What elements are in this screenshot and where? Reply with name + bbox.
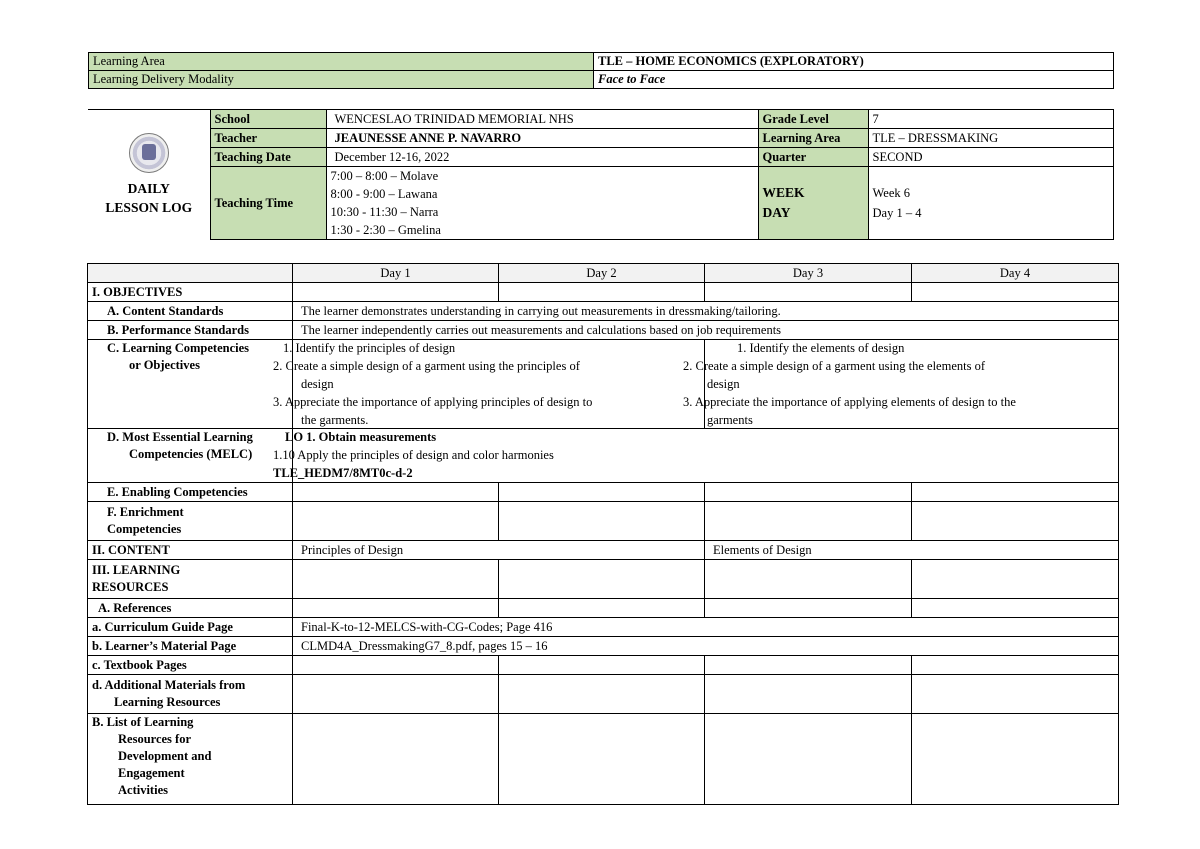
resources-line2: RESOURCES (92, 580, 169, 594)
school-label: School (210, 110, 326, 129)
date-label: Teaching Date (210, 148, 326, 167)
grade-label: Grade Level (758, 110, 868, 129)
list-line: Activities (118, 783, 168, 797)
schedule-line: 8:00 - 9:00 – Lawana (330, 187, 438, 201)
header-table (88, 52, 1114, 89)
melc-label-line2: Competencies (MELC) (129, 447, 253, 461)
enabling-label: E. Enabling Competencies (88, 483, 293, 502)
quarter-value: SECOND (868, 148, 1113, 167)
obj-text: 1. Identify the elements of design (737, 341, 905, 355)
teacher-label: Teacher (210, 129, 326, 148)
schedule-line: 1:30 - 2:30 – Gmelina (330, 223, 441, 237)
obj-num: 3. (273, 395, 283, 409)
obj-text: Appreciate the importance of applying elements of design to the (694, 395, 1016, 409)
time-label: Teaching Time (210, 167, 326, 240)
references-label: A. References (88, 599, 293, 618)
deped-seal-logo (129, 133, 169, 173)
melc-line: LO 1. Obtain measurements (285, 430, 437, 444)
obj-text: Appreciate the importance of applying principles of design to (284, 395, 593, 409)
dll-title-line1: DAILY (127, 180, 170, 196)
performance-standards-value: The learner independently carries out measurements and calculations based on job requirements (293, 321, 1119, 340)
grade-value: 7 (868, 110, 1113, 129)
enrichment-line1: F. Enrichment (107, 505, 184, 519)
objectives-day12 (273, 340, 705, 429)
cg-value: Final-K-to-12-MELCS-with-CG-Codes; Page 416 (293, 618, 1119, 637)
resources-line1: III. LEARNING (92, 563, 181, 577)
dll-title-line2: LESSON LOG (105, 199, 193, 215)
obj-num: 2. (273, 359, 283, 373)
quarter-label: Quarter (758, 148, 868, 167)
content-heading: II. CONTENT (88, 541, 293, 560)
content-day34: Elements of Design (705, 541, 1119, 560)
area-value: TLE – DRESSMAKING (868, 129, 1113, 148)
obj-text: design (301, 377, 334, 391)
competencies-label-line1: C. Learning Competencies (107, 341, 249, 355)
obj-text: Create a simple design of a garment using the principles of (285, 359, 580, 373)
learning-area-value: TLE – HOME ECONOMICS (EXPLORATORY) (594, 53, 1114, 71)
list-line: Resources for (118, 732, 192, 746)
resources-heading (88, 560, 293, 599)
list-resources-label (88, 714, 293, 805)
content-day12: Principles of Design (293, 541, 705, 560)
schedule-line: 10:30 - 11:30 – Narra (330, 205, 439, 219)
day-header: Day 2 (499, 264, 705, 283)
day-value: Day 1 – 4 (872, 206, 922, 220)
list-line: Development and (118, 749, 212, 763)
list-line: Engagement (118, 766, 185, 780)
date-value: December 12-16, 2022 (326, 148, 758, 167)
school-value: WENCESLAO TRINIDAD MEMORIAL NHS (326, 110, 758, 129)
day-label: DAY (762, 205, 791, 220)
teacher-value: JEAUNESSE ANNE P. NAVARRO (326, 129, 758, 148)
performance-standards-label: B. Performance Standards (88, 321, 293, 340)
additional-label (88, 675, 293, 714)
melc-line: TLE_HEDM7/8MT0c-d-2 (273, 466, 413, 480)
melc-value (273, 429, 1119, 483)
cg-label: a. Curriculum Guide Page (88, 618, 293, 637)
teaching-time-schedule (326, 167, 758, 240)
obj-text: Identify the principles of design (295, 341, 456, 355)
lesson-plan-table (87, 263, 1119, 805)
obj-text: the garments. (301, 413, 369, 427)
additional-line1: d. Additional Materials from (92, 678, 246, 692)
content-standards-value: The learner demonstrates understanding in carrying out measurements in dressmaking/tailoring. (293, 302, 1119, 321)
day-header: Day 3 (705, 264, 912, 283)
obj-num: 2. (683, 359, 693, 373)
objectives-heading: I. OBJECTIVES (88, 283, 293, 302)
competencies-label-line2: or Objectives (129, 358, 200, 372)
melc-line: 1.10 Apply the principles of design and color harmonies (273, 448, 554, 462)
textbook-label: c. Textbook Pages (88, 656, 293, 675)
list-line: B. List of Learning (92, 715, 194, 729)
modality-label: Learning Delivery Modality (89, 71, 594, 89)
week-value: Week 6 (872, 186, 911, 200)
week-day-label (758, 167, 868, 240)
learning-area-label: Learning Area (89, 53, 594, 71)
lm-label: b. Learner’s Material Page (88, 637, 293, 656)
lm-value: CLMD4A_DressmakingG7_8.pdf, pages 15 – 16 (293, 637, 1119, 656)
logo-cell (88, 110, 210, 240)
corner-cell (88, 264, 293, 283)
schedule-line: 7:00 – 8:00 – Molave (330, 169, 439, 183)
enrichment-label (88, 502, 293, 541)
melc-label (88, 429, 293, 483)
obj-num: 1. (283, 341, 293, 355)
competencies-label (88, 340, 293, 429)
week-day-value (868, 167, 1113, 240)
additional-line2: Learning Resources (114, 695, 221, 709)
area-label: Learning Area (758, 129, 868, 148)
lesson-log-table (88, 109, 1114, 240)
obj-text: design (707, 377, 740, 391)
enrichment-line2: Competencies (107, 522, 182, 536)
modality-value: Face to Face (594, 71, 1114, 89)
obj-num: 3. (683, 395, 693, 409)
melc-label-line1: D. Most Essential Learning (107, 430, 253, 444)
day-header: Day 4 (912, 264, 1119, 283)
obj-text: Create a simple design of a garment using the elements of (695, 359, 985, 373)
day-header: Day 1 (293, 264, 499, 283)
week-label: WEEK (762, 185, 805, 200)
obj-text: garments (707, 413, 753, 427)
content-standards-label: A. Content Standards (88, 302, 293, 321)
objectives-day34 (683, 340, 1119, 429)
